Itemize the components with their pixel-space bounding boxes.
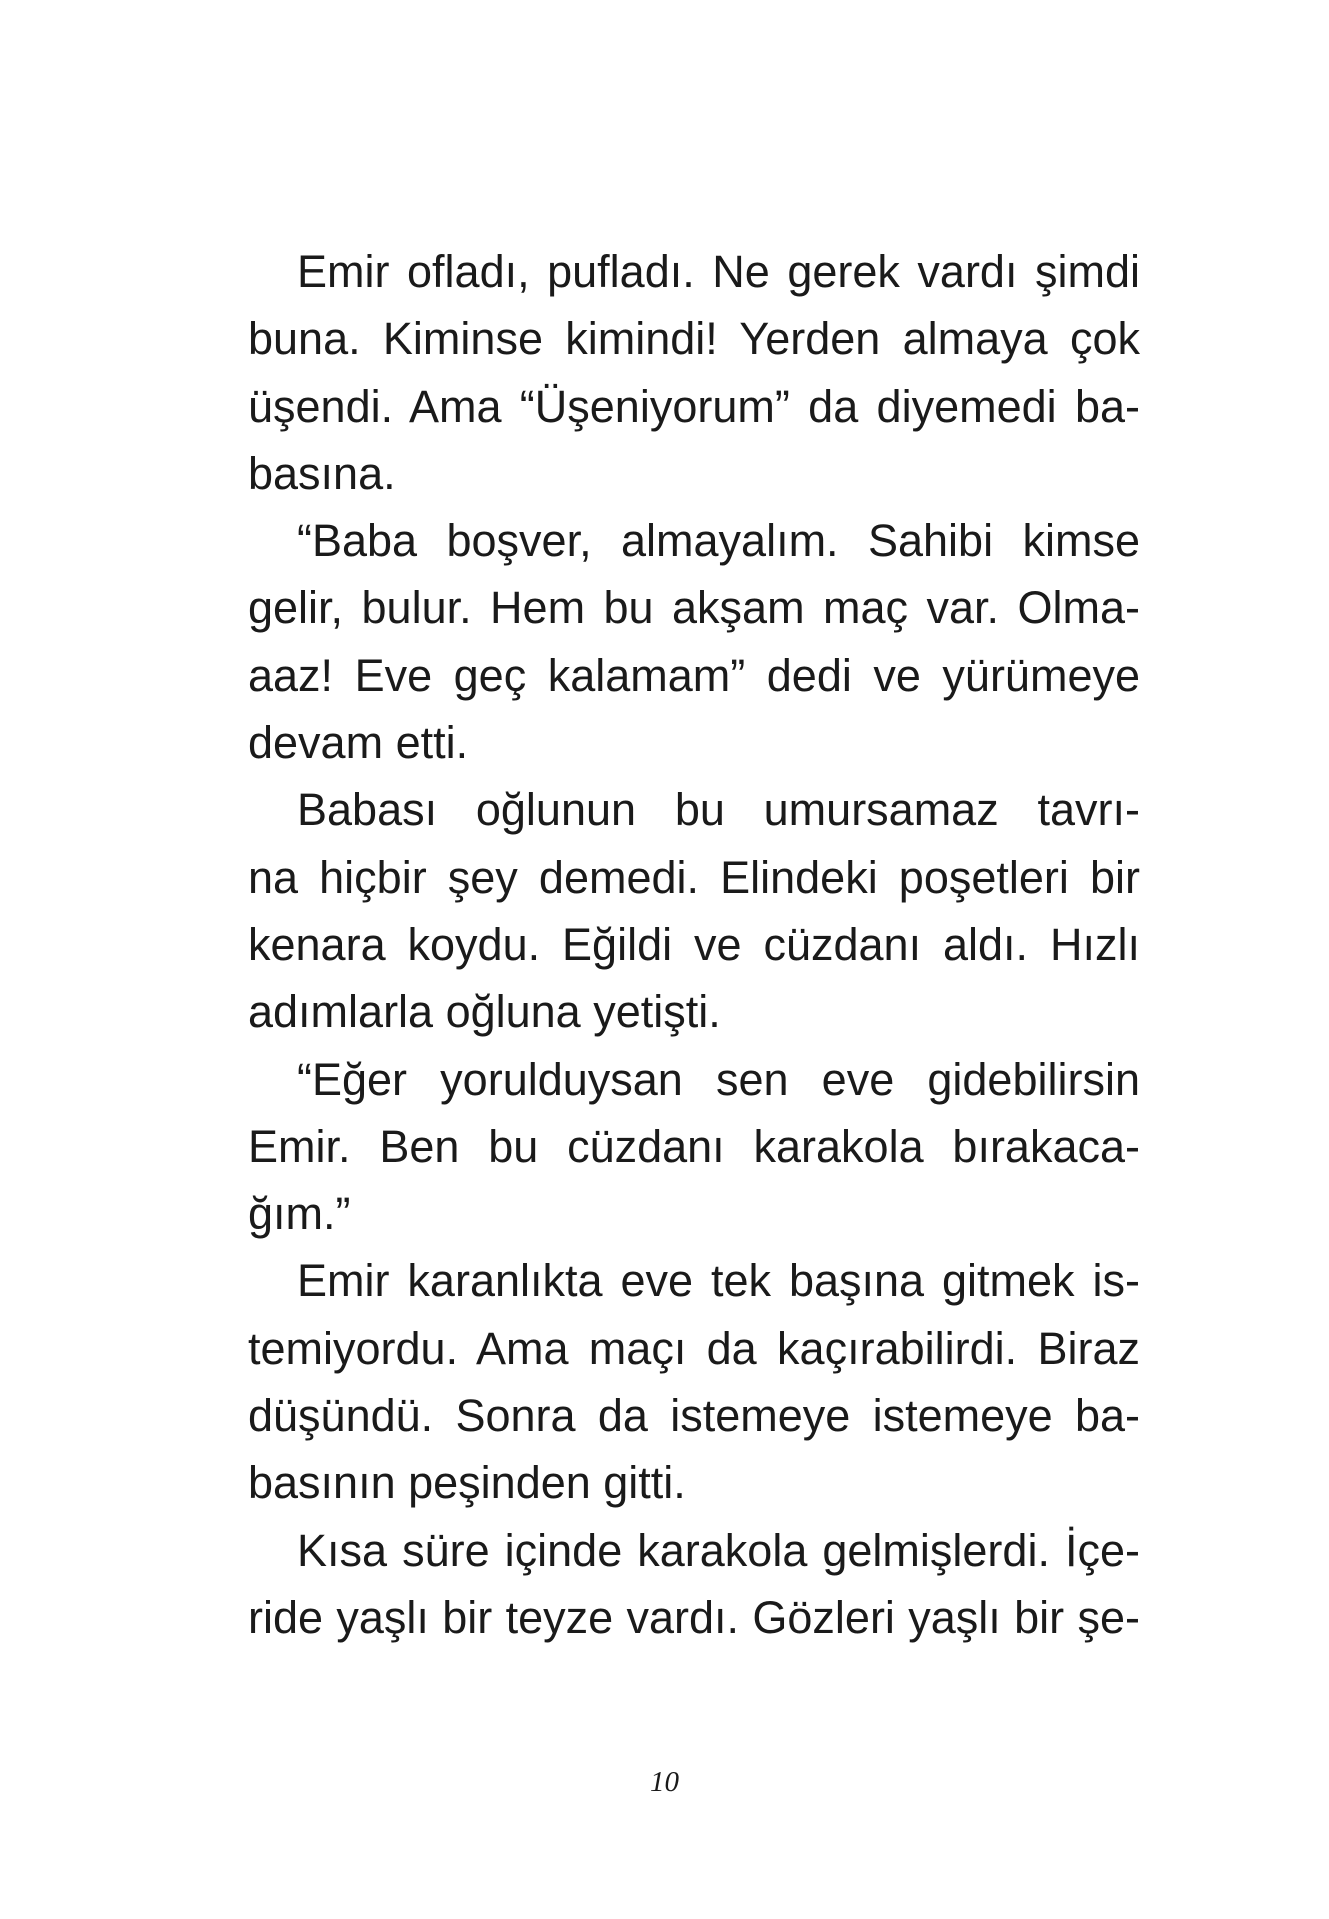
- text-line: na hiçbir şey demedi. Elindeki poşetleri bir: [248, 851, 1140, 903]
- text-line: aaz! Eve geç kalamam” dedi ve yürümeye: [248, 649, 1140, 701]
- text-line: adımlarla oğluna yetişti.: [248, 986, 721, 1038]
- text-line: Emir karanlıkta eve tek başına gitmek is-: [297, 1255, 1140, 1307]
- text-line: ğım.”: [248, 1188, 351, 1240]
- text-line: ride yaşlı bir teyze vardı. Gözleri yaşlı bir şe-: [248, 1591, 1140, 1643]
- text-line: Emir ofladı, pufladı. Ne gerek vardı şimdi: [297, 246, 1140, 297]
- text-line: “Eğer yorulduysan sen eve gidebilirsin: [297, 1053, 1140, 1105]
- text-line: temiyordu. Ama maçı da kaçırabilirdi. Biraz: [248, 1322, 1140, 1374]
- text-line: gelir, bulur. Hem bu akşam maç var. Olma-: [248, 582, 1140, 634]
- text-line: devam etti.: [248, 717, 469, 769]
- page-number: 10: [650, 1766, 679, 1798]
- text-line: Babası oğlunun bu umursamaz tavrı-: [297, 784, 1140, 836]
- text-line: düşündü. Sonra da istemeye istemeye ba-: [248, 1390, 1140, 1442]
- text-line: Emir. Ben bu cüzdanı karakola bırakaca-: [248, 1120, 1140, 1172]
- text-line: Kısa süre içinde karakola gelmişlerdi. İçe-: [297, 1524, 1140, 1576]
- text-line: basına.: [248, 447, 396, 499]
- text-line: üşendi. Ama “Üşeniyorum” da diyemedi ba-: [248, 380, 1140, 432]
- body-text: [248, 238, 1140, 1651]
- text-line: buna. Kiminse kimindi! Yerden almaya çok: [248, 313, 1140, 365]
- text-line: kenara koydu. Eğildi ve cüzdanı aldı. Hızlı: [248, 918, 1140, 970]
- text-line: basının peşinden gitti.: [248, 1457, 686, 1509]
- text-line: “Baba boşver, almayalım. Sahibi kimse: [297, 515, 1140, 567]
